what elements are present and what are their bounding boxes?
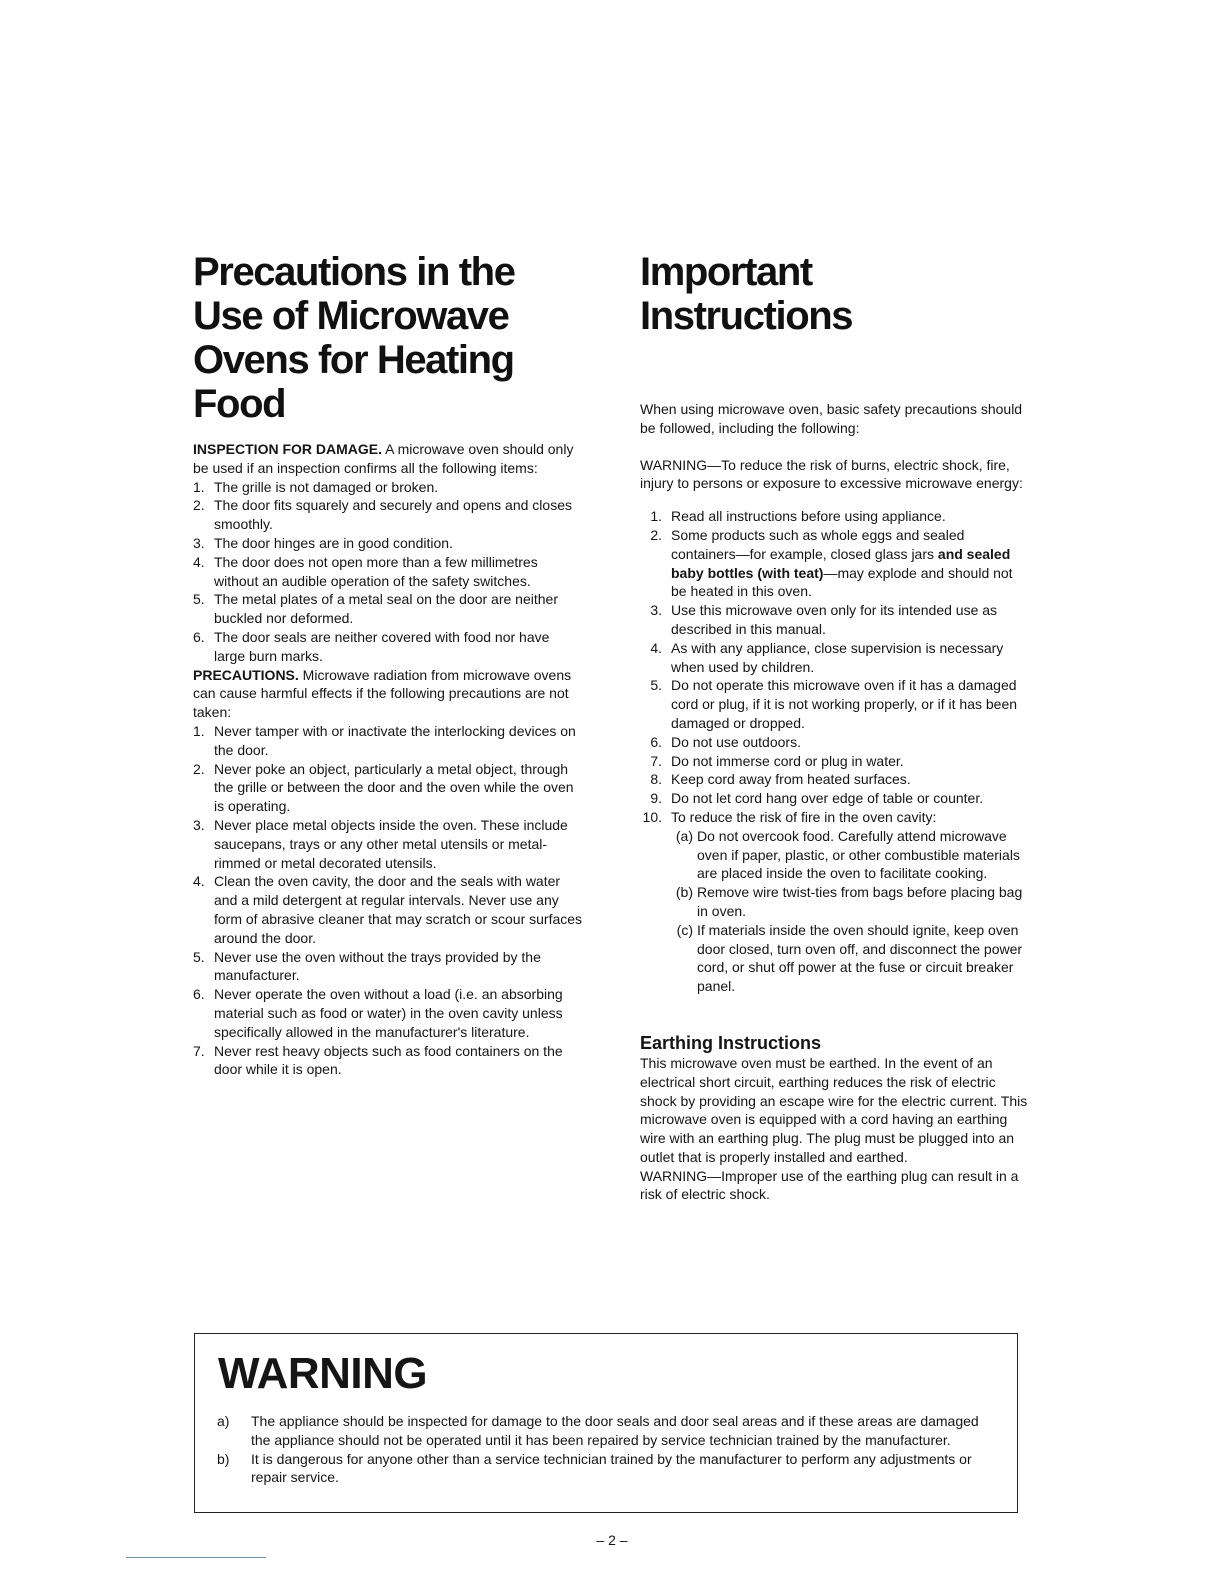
warning-list bbox=[217, 1412, 997, 1487]
instructions-intro: When using microwave oven, basic safety precautions should be followed, including the following: bbox=[640, 401, 1023, 436]
left-column bbox=[193, 250, 583, 1079]
instructions-list bbox=[640, 507, 1030, 996]
inspection-list bbox=[193, 478, 583, 666]
earthing-warning: WARNING—Improper use of the earthing plug can result in a risk of electric shock. bbox=[640, 1167, 1019, 1203]
page-number: – 2 – bbox=[596, 1532, 628, 1548]
list-item: (c) If materials inside the oven should ignite, keep oven door closed, turn oven off, and disconnect the power cord, or shut off power at the fuse or circuit breaker panel. bbox=[676, 921, 1023, 995]
list-item: 5. Never use the oven without the trays provided by the manufacturer. bbox=[193, 948, 541, 984]
earthing-text: This microwave oven must be earthed. In the event of an electrical short circuit, earthing reduces the risk of electric shock by providing an escape wire for the electric current. This microwave oven is equipped with a cord having an earthing wire with an earthing plug. The plug must be plugged into an outlet that is properly installed and earthed. bbox=[640, 1054, 1028, 1165]
warning-box bbox=[194, 1333, 1018, 1513]
list-item: (a) Do not overcook food. Carefully attend microwave oven if paper, plastic, or other combustible materials are placed inside the oven to facilitate cooking. bbox=[675, 827, 1020, 882]
precautions-title: Precautions in the Use of Microwave Ovens for Heating Food bbox=[193, 250, 515, 426]
inspection-intro: INSPECTION FOR DAMAGE. A microwave oven should only be used if an inspection confirms all the following items: bbox=[193, 441, 574, 476]
list-item: 1. The grille is not damaged or broken. bbox=[193, 478, 439, 495]
list-item: 4. Clean the oven cavity, the door and the seals with water and a mild detergent at regular intervals. Never use any form of abrasive cleaner that may scratch or scour surfaces around the door. bbox=[193, 873, 583, 946]
list-item: 2. Some products such as whole eggs and sealed containers—for example, closed glass jars and sealed baby bottles (with teat)—may explode and should not be heated in this oven. bbox=[650, 526, 1013, 600]
list-item: 8. Keep cord away from heated surfaces. bbox=[650, 771, 911, 788]
list-item: 10. To reduce the risk of fire in the oven cavity: (a) Do not overcook food. Carefully attend microwave oven if paper, plastic, or other combustible materials are placed inside the oven to facilitate cooking. (b) Remove wire twist-ties from bags before placing bag in oven. (c) If materials inside the oven should ignite, keep oven door closed, turn oven off, and disconnect the power cord, or shut off power at the fuse or circuit breaker panel. bbox=[640, 808, 1030, 996]
list-item: (b) Remove wire twist-ties from bags before placing bag in oven. bbox=[675, 884, 1023, 919]
list-item: 3. Never place metal objects inside the oven. These include saucepans, trays or any other metal utensils or metal-rimmed or metal decorated utensils. bbox=[193, 816, 568, 871]
precautions-intro: PRECAUTIONS. Microwave radiation from microwave ovens can cause harmful effects if the following precautions are not taken: bbox=[193, 666, 572, 721]
right-column bbox=[640, 250, 1030, 1204]
list-item: 9. Do not let cord hang over edge of table or counter. bbox=[650, 790, 984, 807]
precautions-list bbox=[193, 722, 583, 1079]
warning-title: WARNING bbox=[218, 1349, 428, 1398]
list-item: 5. Do not operate this microwave oven if it has a damaged cord or plug, if it is not working properly, or if it has been damaged or dropped. bbox=[650, 677, 1018, 731]
list-item: 6. Do not use outdoors. bbox=[650, 733, 801, 750]
fire-risk-sublist bbox=[671, 827, 1030, 996]
list-item: 7. Do not immerse cord or plug in water. bbox=[650, 752, 904, 769]
instructions-warning: WARNING—To reduce the risk of burns, electric shock, fire, injury to persons or exposure to excessive microwave energy: bbox=[640, 456, 1023, 492]
list-item: 6. The door seals are neither covered with food nor have large burn marks. bbox=[193, 628, 550, 664]
list-item: 4. As with any appliance, close supervision is necessary when used by children. bbox=[650, 639, 1004, 675]
bottom-edge-rule bbox=[126, 1557, 266, 1558]
list-item: 3. The door hinges are in good condition. bbox=[193, 534, 453, 551]
important-instructions-title: Important Instructions bbox=[640, 250, 853, 338]
list-item: a) The appliance should be inspected for damage to the door seals and door seal areas and if these areas are damaged the appliance should not be operated until it has been repaired by service technician trained by the manufacturer. bbox=[217, 1413, 979, 1448]
list-item: 1. Read all instructions before using appliance. bbox=[650, 508, 946, 525]
list-item: 3. Use this microwave oven only for its intended use as described in this manual. bbox=[650, 602, 998, 637]
list-item: 6. Never operate the oven without a load (i.e. an absorbing material such as food or water) in the oven cavity unless specifically allowed in the manufacturer's literature. bbox=[193, 986, 563, 1040]
list-item: 4. The door does not open more than a few millimetres without an audible operation of the safety switches. bbox=[193, 553, 538, 589]
list-item: b) It is dangerous for anyone other than a service technician trained by the manufacturer to perform any adjustments or repair service. bbox=[217, 1450, 972, 1486]
earthing-heading: Earthing Instructions bbox=[640, 1032, 822, 1053]
list-item: 5. The metal plates of a metal seal on the door are neither buckled nor deformed. bbox=[193, 591, 558, 627]
list-item: 2. The door fits squarely and securely and opens and closes smoothly. bbox=[193, 497, 572, 533]
list-item: 1. Never tamper with or inactivate the interlocking devices on the door. bbox=[193, 722, 576, 758]
list-item: 7. Never rest heavy objects such as food containers on the door while it is open. bbox=[193, 1042, 563, 1078]
list-item: 2. Never poke an object, particularly a metal object, through the grille or between the door and the oven while the oven is operating. bbox=[193, 760, 574, 815]
